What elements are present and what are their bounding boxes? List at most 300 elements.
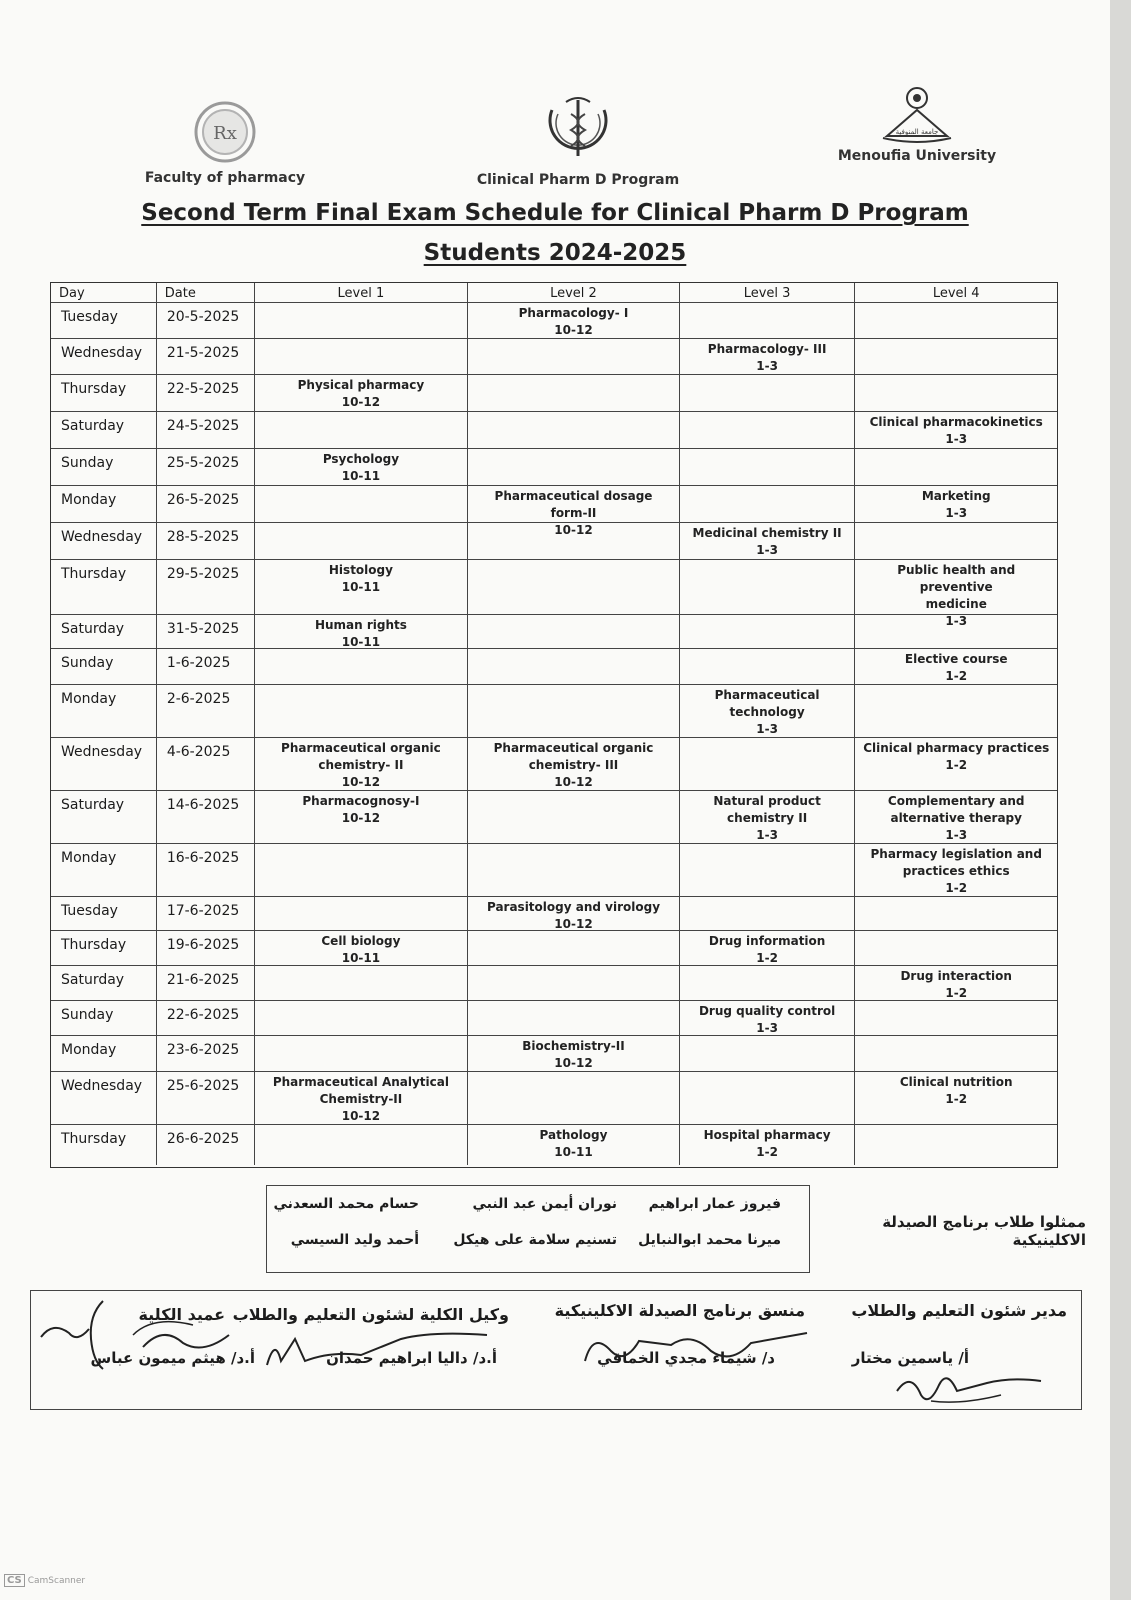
- university-caption: Menoufia University: [837, 148, 997, 164]
- level-cell-l2: [468, 412, 680, 448]
- level-cell-l3: [680, 897, 856, 930]
- exam-name: [680, 303, 855, 305]
- exam-time: 10-12: [554, 1056, 593, 1070]
- exam-time: 10-12: [341, 1109, 381, 1123]
- table-row: [51, 339, 1057, 375]
- level-cell-l3: [680, 1072, 856, 1124]
- exam-time: 10-12: [554, 917, 593, 931]
- level-cell-l2: [468, 844, 680, 896]
- exam-name: [855, 897, 1057, 899]
- exam-name: Pharmaceutical dosage form-II: [494, 489, 653, 520]
- day-cell: Saturday: [51, 412, 157, 448]
- level-cell-l4: [855, 412, 1057, 448]
- director-name: أ/ ياسمين مختار: [851, 1349, 969, 1367]
- exam-time: 1-2: [756, 951, 778, 965]
- level-cell-l4: [855, 1125, 1057, 1165]
- level-cell-l4: [855, 1001, 1057, 1035]
- exam-name: [855, 375, 1057, 377]
- exam-name: [255, 1036, 468, 1038]
- university-logo-text: جامعة المنوفية: [895, 128, 939, 136]
- level-cell-l1: [255, 303, 469, 338]
- level-cell-l4: [855, 449, 1057, 485]
- exam-name: [255, 303, 468, 305]
- exam-time: 10-11: [341, 469, 381, 483]
- level-cell-l1: [255, 966, 469, 1000]
- column-header-date: Date: [157, 283, 255, 302]
- level-cell-l2: [468, 1036, 680, 1071]
- level-cell-l4: [855, 844, 1057, 896]
- day-cell: Wednesday: [51, 339, 157, 374]
- table-header-row: [51, 283, 1057, 303]
- exam-name: [255, 523, 468, 525]
- exam-name: Pharmacology- I: [518, 306, 629, 320]
- table-row: [51, 738, 1057, 791]
- exam-name: [855, 1036, 1057, 1038]
- table-row: [51, 931, 1057, 966]
- level-cell-l3: [680, 523, 856, 559]
- exam-time: 1-2: [756, 1145, 778, 1159]
- table-row: [51, 1036, 1057, 1072]
- exam-name: [255, 844, 468, 846]
- exam-time: 10-11: [554, 1145, 593, 1159]
- column-header-l1: Level 1: [255, 283, 469, 302]
- level-cell-l1: [255, 449, 469, 485]
- level-cell-l1: [255, 844, 469, 896]
- exam-name: [468, 615, 679, 617]
- level-cell-l1: [255, 339, 469, 374]
- dean-name: أ.د/ هيثم ميمون عباس: [90, 1349, 255, 1367]
- date-cell: 22-6-2025: [157, 1001, 255, 1035]
- exam-name: Parasitology and virology: [486, 900, 661, 914]
- exam-name: Drug interaction: [900, 969, 1012, 983]
- exam-name: [468, 339, 679, 341]
- level-cell-l2: [468, 449, 680, 485]
- level-cell-l1: [255, 931, 469, 965]
- exam-name: [680, 375, 855, 377]
- level-cell-l2: [468, 486, 680, 537]
- date-cell: 28-5-2025: [157, 523, 255, 559]
- date-cell: 26-6-2025: [157, 1125, 255, 1165]
- table-row: [51, 649, 1057, 685]
- caduceus-icon: [538, 92, 618, 168]
- date-cell: 21-6-2025: [157, 966, 255, 1000]
- level-cell-l3: [680, 685, 856, 737]
- faculty-seal-icon: [193, 100, 257, 164]
- vice-dean-signature-icon: [261, 1321, 491, 1371]
- exam-time: 1-2: [945, 758, 968, 772]
- day-cell: Thursday: [51, 1125, 157, 1165]
- date-cell: 17-6-2025: [157, 897, 255, 930]
- exam-name: Pharmacology- III: [707, 342, 827, 356]
- exam-time: 1-3: [945, 432, 968, 446]
- exam-name: [680, 1072, 855, 1074]
- exam-name: [680, 449, 855, 451]
- exam-name: Pathology: [539, 1128, 608, 1142]
- level-cell-l1: [255, 685, 469, 737]
- exam-name: [255, 649, 468, 651]
- day-cell: Monday: [51, 844, 157, 896]
- exam-name: [468, 560, 679, 562]
- level-cell-l3: [680, 375, 856, 411]
- exam-name: Natural product chemistry II: [713, 794, 821, 825]
- exam-name: Psychology: [322, 452, 400, 466]
- level-cell-l4: [855, 1036, 1057, 1071]
- day-cell: Monday: [51, 685, 157, 737]
- exam-time: 1-3: [756, 359, 778, 373]
- exam-name: [680, 738, 855, 740]
- program-caption: Clinical Pharm D Program: [476, 172, 680, 188]
- exam-name: Histology: [328, 563, 393, 577]
- exam-name: [855, 339, 1057, 341]
- level-cell-l3: [680, 966, 856, 1000]
- exam-name: [255, 897, 468, 899]
- level-cell-l2: [468, 791, 680, 843]
- date-cell: 1-6-2025: [157, 649, 255, 684]
- exam-name: Clinical pharmacy practices: [863, 741, 1050, 755]
- level-cell-l4: [855, 897, 1057, 930]
- level-cell-l4: [855, 339, 1057, 374]
- level-cell-l1: [255, 412, 469, 448]
- level-cell-l4: [855, 303, 1057, 338]
- exam-time: 10-12: [341, 811, 381, 825]
- level-cell-l3: [680, 1036, 856, 1071]
- exam-name: Hospital pharmacy: [703, 1128, 831, 1142]
- exam-name: [855, 1001, 1057, 1003]
- level-cell-l3: [680, 615, 856, 648]
- level-cell-l4: [855, 615, 1057, 648]
- table-row: [51, 844, 1057, 897]
- exam-name: [468, 1001, 679, 1003]
- level-cell-l3: [680, 303, 856, 338]
- exam-name: [855, 685, 1057, 687]
- exam-name: [680, 649, 855, 651]
- day-cell: Sunday: [51, 449, 157, 485]
- coordinator-title: منسق برنامج الصيدلة الاكلينيكية: [554, 1301, 805, 1320]
- exam-name: Drug information: [708, 934, 826, 948]
- exam-time: 1-3: [756, 828, 778, 842]
- level-cell-l4: [855, 791, 1057, 843]
- level-cell-l2: [468, 303, 680, 338]
- exam-time: 10-12: [554, 323, 593, 337]
- exam-name: [855, 931, 1057, 933]
- exam-name: [255, 966, 468, 968]
- exam-name: Medicinal chemistry II: [692, 526, 842, 540]
- exam-name: [680, 966, 855, 968]
- table-row: [51, 412, 1057, 449]
- date-cell: 29-5-2025: [157, 560, 255, 614]
- day-cell: Saturday: [51, 966, 157, 1000]
- level-cell-l4: [855, 685, 1057, 737]
- column-header-l2: Level 2: [468, 283, 680, 302]
- faculty-logo-block: [140, 100, 310, 186]
- exam-time: 1-3: [945, 506, 968, 520]
- exam-name: [468, 966, 679, 968]
- table-row: [51, 966, 1057, 1001]
- exam-name: Pharmaceutical Analytical Chemistry-II: [272, 1075, 449, 1106]
- exam-name: [468, 375, 679, 377]
- level-cell-l1: [255, 523, 469, 559]
- schedule-title-line2: [0, 240, 1110, 266]
- exam-name: [255, 412, 468, 414]
- column-header-l4: Level 4: [932, 286, 980, 301]
- exam-name: [855, 303, 1057, 305]
- level-cell-l1: [255, 1072, 469, 1124]
- exam-name: Public health and preventive medicine: [897, 563, 1016, 611]
- exam-name: [468, 1072, 679, 1074]
- exam-name: Pharmaceutical technology: [714, 688, 820, 719]
- dean-title: عميد الكلية: [138, 1305, 225, 1324]
- level-cell-l1: [255, 486, 469, 522]
- exam-time: 1-3: [756, 543, 778, 557]
- exam-schedule-table: [50, 282, 1058, 1168]
- level-cell-l2: [468, 966, 680, 1000]
- title-line1-text: Second Term Final Exam Schedule for Clinical Pharm D Program: [141, 200, 969, 226]
- level-cell-l3: [680, 649, 856, 684]
- level-cell-l2: [468, 560, 680, 614]
- level-cell-l3: [680, 791, 856, 843]
- level-cell-l4: [855, 523, 1057, 559]
- table-row: [51, 685, 1057, 738]
- exam-name: [468, 523, 679, 525]
- day-cell: Sunday: [51, 1001, 157, 1035]
- table-row: [51, 303, 1057, 339]
- date-cell: 21-5-2025: [157, 339, 255, 374]
- exam-time: 10-11: [341, 951, 381, 965]
- exam-name: [468, 931, 679, 933]
- coordinator-signature-icon: [581, 1321, 811, 1371]
- day-cell: Tuesday: [51, 303, 157, 338]
- coordinator-name: د/ شيماء مجدي الخماقي: [597, 1349, 775, 1367]
- exam-name: [468, 791, 679, 793]
- exam-name: Biochemistry-II: [522, 1039, 625, 1053]
- level-cell-l2: [468, 1125, 680, 1165]
- date-cell: 24-5-2025: [157, 412, 255, 448]
- level-cell-l1: [255, 897, 469, 930]
- date-cell: 2-6-2025: [157, 685, 255, 737]
- level-cell-l2: [468, 1072, 680, 1124]
- level-cell-l2: [468, 931, 680, 965]
- exam-time: 1-2: [945, 669, 968, 683]
- level-cell-l3: [680, 560, 856, 614]
- level-cell-l1: [255, 738, 469, 790]
- exam-name: Pharmaceutical organic chemistry- II: [281, 741, 441, 772]
- day-cell: Wednesday: [51, 1072, 157, 1124]
- day-cell: Monday: [51, 486, 157, 522]
- level-cell-l1: [255, 560, 469, 614]
- exam-name: [855, 449, 1057, 451]
- exam-name: [680, 615, 855, 617]
- exam-time: 1-2: [945, 881, 968, 895]
- level-cell-l1: [255, 375, 469, 411]
- level-cell-l2: [468, 375, 680, 411]
- exam-name: [255, 486, 468, 488]
- date-cell: 14-6-2025: [157, 791, 255, 843]
- level-cell-l3: [680, 1001, 856, 1035]
- level-cell-l2: [468, 897, 680, 930]
- page-edge: [1110, 0, 1131, 1600]
- date-cell: 22-5-2025: [157, 375, 255, 411]
- exam-name: [680, 1036, 855, 1038]
- level-cell-l2: [468, 1001, 680, 1035]
- exam-name: [255, 685, 468, 687]
- dean-signature-icon: [33, 1295, 243, 1375]
- faculty-logo-text: Rx: [213, 123, 237, 144]
- level-cell-l1: [255, 791, 469, 843]
- university-logo-block: [834, 84, 1000, 164]
- exam-name: [855, 523, 1057, 525]
- day-cell: Wednesday: [51, 523, 157, 559]
- exam-time: 10-11: [341, 580, 381, 594]
- exam-name: Pharmacognosy-I: [302, 794, 420, 808]
- vice-dean-name: أ.د/ داليا ابراهيم حمدان: [326, 1349, 497, 1367]
- exam-name: Drug quality control: [698, 1004, 836, 1018]
- scanner-footer: [4, 1574, 85, 1587]
- faculty-caption: Faculty of pharmacy: [144, 170, 306, 186]
- day-cell: Thursday: [51, 560, 157, 614]
- footer-text: CamScanner: [27, 1576, 86, 1586]
- exam-name: [468, 685, 679, 687]
- level-cell-l4: [855, 486, 1057, 522]
- representative-name: ميرنا محمد ابوالنبايل: [638, 1232, 781, 1248]
- exam-name: Clinical pharmacokinetics: [869, 415, 1043, 429]
- exam-name: [680, 486, 855, 488]
- director-signature-icon: [891, 1361, 1051, 1411]
- exam-name: [468, 412, 679, 414]
- level-cell-l4: [855, 966, 1057, 1000]
- level-cell-l4: [855, 560, 1057, 628]
- date-cell: 25-5-2025: [157, 449, 255, 485]
- exam-name: [468, 649, 679, 651]
- vice-dean-title: وكيل الكلية لشئون التعليم والطلاب: [232, 1305, 509, 1324]
- level-cell-l1: [255, 1125, 469, 1165]
- day-cell: Sunday: [51, 649, 157, 684]
- exam-name: Physical pharmacy: [297, 378, 425, 392]
- exam-time: 1-2: [945, 1092, 968, 1106]
- title-line2-text: Students 2024-2025: [423, 240, 687, 266]
- date-cell: 31-5-2025: [157, 615, 255, 648]
- level-cell-l3: [680, 1125, 856, 1165]
- table-row: [51, 1001, 1057, 1036]
- table-row: [51, 791, 1057, 844]
- date-cell: 4-6-2025: [157, 738, 255, 790]
- exam-name: Complementary and alternative therapy: [887, 794, 1025, 825]
- schedule-title-line1: [0, 200, 1110, 226]
- level-cell-l1: [255, 1036, 469, 1071]
- exam-name: [680, 844, 855, 846]
- level-cell-l2: [468, 685, 680, 737]
- level-cell-l3: [680, 486, 856, 522]
- exam-name: Clinical nutrition: [899, 1075, 1013, 1089]
- exam-time: 10-12: [554, 775, 593, 789]
- representative-name: أحمد وليد السيسي: [290, 1232, 419, 1248]
- signatures-box: [30, 1290, 1082, 1410]
- day-cell: Monday: [51, 1036, 157, 1071]
- table-row: [51, 615, 1057, 649]
- exam-time: 1-3: [945, 828, 968, 842]
- day-cell: Tuesday: [51, 897, 157, 930]
- level-cell-l4: [855, 1072, 1057, 1124]
- column-header-l3: Level 3: [680, 283, 856, 302]
- level-cell-l4: [855, 375, 1057, 411]
- table-row: [51, 1125, 1057, 1165]
- date-cell: 16-6-2025: [157, 844, 255, 896]
- date-cell: 23-6-2025: [157, 1036, 255, 1071]
- table-row: [51, 897, 1057, 931]
- date-cell: 25-6-2025: [157, 1072, 255, 1124]
- exam-name: Pharmacy legislation and practices ethics: [870, 847, 1042, 878]
- director-title: مدير شئون التعليم والطلاب: [851, 1301, 1067, 1320]
- exam-time: 10-11: [341, 635, 381, 649]
- program-logo-block: [478, 92, 678, 188]
- table-row: [51, 449, 1057, 486]
- table-row: [51, 375, 1057, 412]
- exam-name: [680, 897, 855, 899]
- exam-time: 1-3: [945, 614, 968, 628]
- exam-name: Human rights: [314, 618, 407, 632]
- level-cell-l3: [680, 844, 856, 896]
- representative-name: حسام محمد السعدني: [273, 1196, 419, 1212]
- level-cell-l1: [255, 649, 469, 684]
- date-cell: 20-5-2025: [157, 303, 255, 338]
- exam-name: [255, 1125, 468, 1127]
- exam-time: 10-12: [341, 775, 381, 789]
- exam-name: Marketing: [921, 489, 991, 503]
- exam-time: 1-2: [945, 986, 968, 1000]
- date-cell: 19-6-2025: [157, 931, 255, 965]
- exam-name: [855, 1125, 1057, 1127]
- day-cell: Saturday: [51, 791, 157, 843]
- level-cell-l4: [855, 649, 1057, 684]
- level-cell-l2: [468, 649, 680, 684]
- exam-name: Pharmaceutical organic chemistry- III: [493, 741, 654, 772]
- level-cell-l1: [255, 615, 469, 648]
- exam-time: 1-3: [756, 1021, 778, 1035]
- level-cell-l4: [855, 931, 1057, 965]
- exam-name: Cell biology: [321, 934, 401, 948]
- representatives-box: [266, 1185, 810, 1273]
- exam-name: [680, 412, 855, 414]
- representatives-label: ممثلوا طلاب برنامج الصيدلة الاكلينيكية: [882, 1213, 1086, 1249]
- day-cell: Wednesday: [51, 738, 157, 790]
- level-cell-l3: [680, 339, 856, 374]
- level-cell-l1: [255, 1001, 469, 1035]
- representative-name: فيروز عمار ابراهيم: [648, 1196, 781, 1212]
- level-cell-l2: [468, 339, 680, 374]
- day-cell: Thursday: [51, 931, 157, 965]
- exam-name: [255, 1001, 468, 1003]
- level-cell-l2: [468, 615, 680, 648]
- level-cell-l4: [855, 738, 1057, 790]
- exam-name: [855, 615, 1057, 617]
- camscanner-icon: CS: [4, 1574, 25, 1587]
- level-cell-l3: [680, 931, 856, 965]
- level-cell-l2: [468, 523, 680, 559]
- university-emblem-icon: [879, 84, 955, 144]
- table-row: [51, 523, 1057, 560]
- exam-name: Elective course: [904, 652, 1008, 666]
- exam-name: [468, 844, 679, 846]
- representative-name: تسنيم سلامة على هيكل: [453, 1232, 617, 1248]
- level-cell-l3: [680, 449, 856, 485]
- exam-time: 10-12: [554, 523, 593, 537]
- date-cell: 26-5-2025: [157, 486, 255, 522]
- column-header-day: Day: [51, 283, 157, 302]
- day-cell: Thursday: [51, 375, 157, 411]
- exam-time: 1-3: [756, 722, 778, 736]
- exam-name: [255, 339, 468, 341]
- level-cell-l3: [680, 738, 856, 790]
- exam-name: [468, 449, 679, 451]
